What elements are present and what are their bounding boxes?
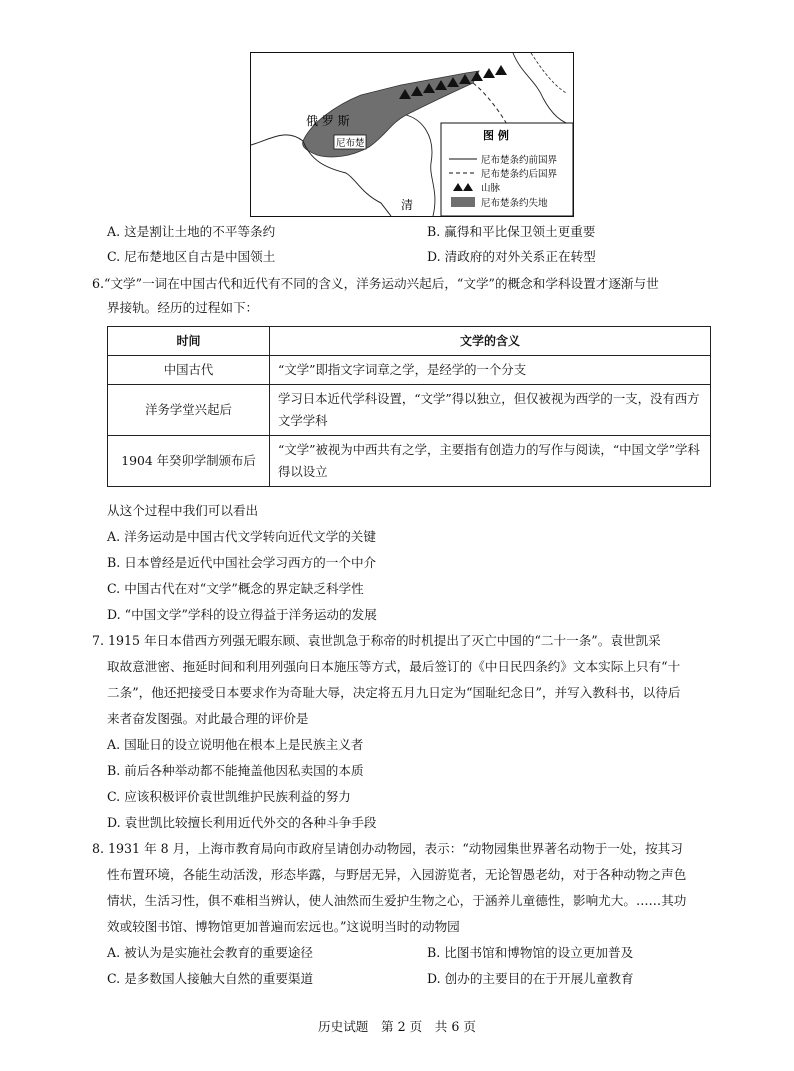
label-nerchinsk: 尼布楚 (336, 138, 365, 149)
table-header-time: 时间 (108, 327, 270, 356)
q8-stem-line-3: 情状，生活习性，俱不难相当辨认，使人油然而生爱护生物之心，于涵养儿童德性，影响尤大。……其功 (107, 893, 687, 908)
q7-option-c: C. 应该积极评价袁世凯维护民族利益的努力 (107, 789, 351, 804)
q8-stem-line-2: 性布置环境，各能生动活泼，形态毕露，与野居无异，入园游览者，无论智愚老幼，对于各种动物之声色 (107, 867, 687, 882)
q5-option-d: D. 清政府的对外关系正在转型 (427, 249, 596, 264)
table-cell-time: 中国古代 (108, 356, 270, 385)
table-cell-meaning: 学习日本近代学科设置，“文学”得以独立，但仅被视为西学的一支，没有西方文学学科 (270, 385, 711, 436)
q6-stem-line-1: 6.“文学”一词在中国古代和近代有不同的含义，洋务运动兴起后，“文学”的概念和学科设置才逐渐与世 (92, 276, 659, 291)
q8-stem-line-4: 效或较图书馆、博物馆更加普遍而宏远也。”这说明当时的动物园 (107, 919, 460, 934)
table-header-meaning: 文学的含义 (270, 327, 711, 356)
table-row (108, 385, 711, 436)
table-cell-time: 1904 年癸卯学制颁布后 (108, 436, 270, 487)
q8-stem-line-1: 8. 1931 年 8 月，上海市教育局向市政府呈请创办动物园，表示：“动物园集世界著名动物于一处，按其习 (92, 841, 683, 856)
map-drawing (251, 53, 573, 216)
q6-option-b: B. 日本曾经是近代中国社会学习西方的一个中介 (107, 555, 377, 570)
q6-stem-line-2: 界接轨。经历的过程如下： (107, 300, 259, 315)
q8-option-c: C. 是多数国人接触大自然的重要渠道 (107, 971, 314, 986)
q5-option-c: C. 尼布楚地区自古是中国领土 (107, 249, 276, 264)
table-cell-meaning: “文学”即指文字词章之学，是经学的一个分支 (270, 356, 711, 385)
q8-option-b: B. 比图书馆和博物馆的设立更加普及 (427, 945, 634, 960)
q6-prompt: 从这个过程中我们可以看出 (107, 503, 259, 518)
q7-option-b: B. 前后各种举动都不能掩盖他因私卖国的本质 (107, 763, 364, 778)
q6-option-c: C. 中国古代在对“文学”概念的界定缺乏科学性 (107, 581, 364, 596)
q7-option-d: D. 袁世凯比较擅长利用近代外交的各种斗争手段 (107, 815, 377, 830)
q7-option-a: A. 国耻日的设立说明他在根本上是民族主义者 (107, 737, 364, 752)
q7-stem-line-4: 来者奋发图强。对此最合理的评价是 (107, 711, 309, 726)
legend-item-3: 山脉 (481, 183, 501, 194)
table-cell-time: 洋务学堂兴起后 (108, 385, 270, 436)
legend-item-1: 尼布楚条约前国界 (481, 155, 558, 166)
table-row (108, 436, 711, 487)
treaty-map (250, 52, 574, 217)
q8-option-a: A. 被认为是实施社会教育的重要途径 (107, 945, 314, 960)
q6-option-d: D. “中国文学”学科的设立得益于洋务运动的发展 (107, 607, 377, 622)
legend-title: 图 例 (483, 129, 509, 142)
q5-option-b: B. 赢得和平比保卫领土更重要 (427, 224, 596, 239)
table-row (108, 356, 711, 385)
table-cell-meaning: “文学”被视为中西共有之学，主要指有创造力的写作与阅读，“中国文学”学科得以设立 (270, 436, 711, 487)
q7-stem-line-2: 取故意泄密、拖延时间和利用列强向日本施压等方式，最后签订的《中日民四条约》文本实际上只有“十 (107, 659, 681, 674)
legend-item-4: 尼布楚条约失地 (481, 198, 548, 209)
q6-option-a: A. 洋务运动是中国古代文学转向近代文学的关键 (107, 529, 376, 544)
literature-meaning-table (107, 326, 711, 487)
q7-stem-line-3: 二条”，他还把接受日本要求作为奇耻大辱，决定将五月九日定为“国耻纪念日”，并写入教科书，以待后 (107, 685, 681, 700)
q7-stem-line-1: 7. 1915 年日本借西方列强无暇东顾、袁世凯急于称帝的时机提出了灭亡中国的“二十一条”。袁世凯采 (92, 633, 661, 648)
q5-option-a: A. 这是割让土地的不平等条约 (107, 224, 276, 239)
coast-line (513, 53, 573, 125)
legend-item-2: 尼布楚条约后国界 (481, 169, 558, 180)
page-footer: 历史试题 第 2 页 共 6 页 (318, 1019, 476, 1034)
label-qing: 清 (401, 198, 414, 212)
label-russia: 俄 罗 斯 (306, 114, 350, 128)
q8-option-d: D. 创办的主要目的在于开展儿童教育 (427, 971, 634, 986)
table-header-row (108, 327, 711, 356)
legend-swatch-ceded (451, 197, 475, 207)
